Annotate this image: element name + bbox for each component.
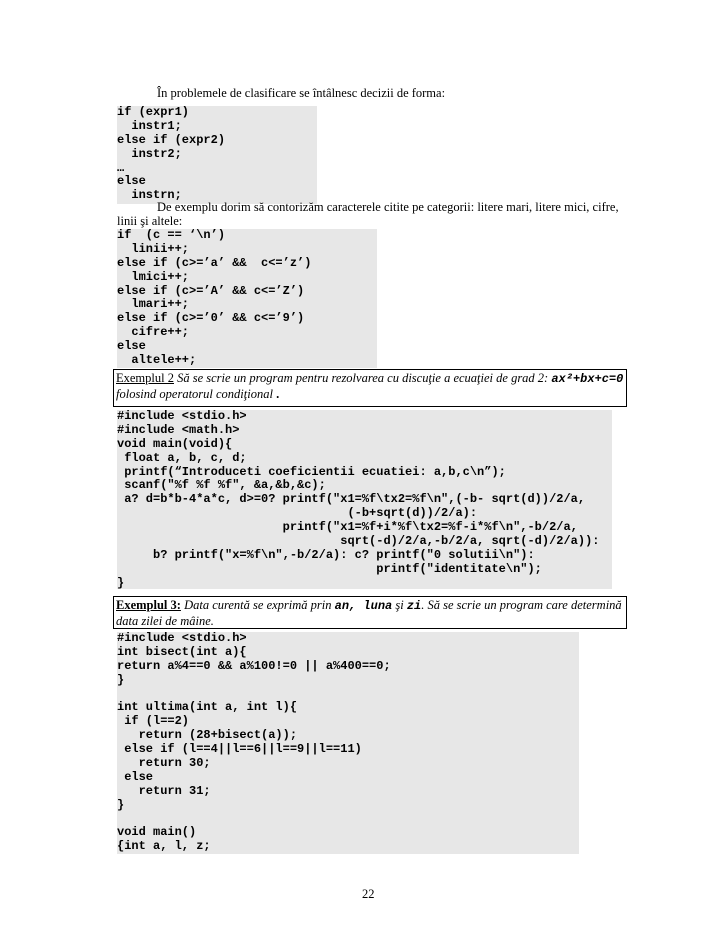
code-line: lmari++; xyxy=(117,297,190,312)
code-line: return a%4==0 && a%100!=0 || a%400==0; xyxy=(117,658,391,673)
code-line: else if (c>=’A’ && c<=’Z’) xyxy=(117,283,305,298)
example-3-text-2: . Să se scrie un program care determină xyxy=(421,598,622,612)
paragraph-2-line-1: De exemplu dorim să contorizăm caracterele citite pe categorii: litere mari, litere mici, cifre, xyxy=(157,200,619,214)
code-block-1 xyxy=(117,106,317,204)
code-line: lmici++; xyxy=(117,269,190,284)
code-line: scanf("%f %f %f", &a,&b,&c); xyxy=(117,478,326,493)
code-line: return (28+bisect(a)); xyxy=(117,728,298,743)
code-line: printf("x1=%f+i*%f\tx2=%f-i*%f\n",-b/2/a, xyxy=(117,520,578,535)
code-line: float a, b, c, d; xyxy=(117,450,247,465)
code-line: (-b+sqrt(d))/2/a): xyxy=(117,506,478,521)
code-line: {int a, l, z; xyxy=(117,839,211,854)
code-line: int bisect(int a){ xyxy=(117,644,247,659)
paragraph-2-line-2: linii şi altele: xyxy=(117,214,183,228)
code-line: b? printf("x=%f\n",-b/2/a): c? printf("0 solutii\n"): xyxy=(117,547,535,562)
code-line: return 31; xyxy=(117,783,211,798)
code-line: printf(“Introduceti coeficientii ecuatiei: a,b,c\n”); xyxy=(117,464,506,479)
code-line: printf("identitate\n"); xyxy=(117,561,542,576)
example-3-box xyxy=(113,596,627,629)
code-line xyxy=(117,813,579,827)
example-2-equation: ax²+bx+c=0 xyxy=(551,372,624,386)
code-line: linii++; xyxy=(117,241,190,256)
code-line: … xyxy=(117,160,125,175)
intro-paragraph: În problemele de clasificare se întâlnesc decizii de forma: xyxy=(157,86,446,100)
example-3-vars: an, luna xyxy=(334,599,393,613)
code-line: else if (c>=’a’ && c<=’z’) xyxy=(117,255,312,270)
example-3-text-1: Data curentă se exprimă prin xyxy=(180,598,335,612)
code-line: else if (expr2) xyxy=(117,132,226,147)
code-line: #include <stdio.h> xyxy=(117,410,247,423)
code-line: #include <stdio.h> xyxy=(117,632,247,645)
code-line: instrn; xyxy=(117,188,182,203)
code-line: } xyxy=(117,672,125,687)
code-line: cifre++; xyxy=(117,325,190,340)
code-line: if (c == ‘\n’) xyxy=(117,229,226,242)
code-line: return 30; xyxy=(117,756,211,771)
example-3-var-zi: zi xyxy=(406,599,422,613)
code-line: instr2; xyxy=(117,146,182,161)
example-3-label: Exemplul 3: xyxy=(116,598,181,612)
code-line: #include <math.h> xyxy=(117,422,240,437)
code-line: else xyxy=(117,174,146,189)
code-line: else if (c>=’0’ && c<=’9’) xyxy=(117,311,305,326)
example-2-end: . xyxy=(276,387,280,401)
code-line: if (expr1) xyxy=(117,106,190,119)
example-2-line-2: folosind operatorul condiţional xyxy=(116,387,273,401)
example-2-label: Exemplul 2 xyxy=(116,371,174,385)
example-2-box xyxy=(113,369,627,407)
code-line: else if (l==4||l==6||l==9||l==11) xyxy=(117,742,362,757)
code-line: a? d=b*b-4*a*c, d>=0? printf("x1=%f\tx2=%f\n",(-b- sqrt(d))/2/a, xyxy=(117,492,586,507)
code-line: } xyxy=(117,575,125,589)
page-number: 22 xyxy=(362,887,375,901)
code-line: sqrt(-d)/2/a,-b/2/a, sqrt(-d)/2/a)): xyxy=(117,534,600,549)
code-line: altele++; xyxy=(117,353,197,368)
example-3-line-2: data zilei de mâine. xyxy=(116,614,214,628)
example-2-text: Să se scrie un program pentru rezolvarea cu discuţie a ecuaţiei de grad 2: xyxy=(177,371,552,385)
code-line: else xyxy=(117,339,146,354)
code-line: else xyxy=(117,769,154,784)
code-line: int ultima(int a, int l){ xyxy=(117,700,298,715)
code-line: void main(void){ xyxy=(117,436,233,451)
code-line: instr1; xyxy=(117,118,182,133)
code-block-4 xyxy=(117,632,579,854)
code-block-3 xyxy=(117,410,612,589)
code-line: } xyxy=(117,797,125,812)
example-3-and: şi xyxy=(392,598,407,612)
code-line: if (l==2) xyxy=(117,714,190,729)
code-line: void main() xyxy=(117,825,197,840)
code-block-2 xyxy=(117,229,377,368)
code-line xyxy=(117,688,579,702)
